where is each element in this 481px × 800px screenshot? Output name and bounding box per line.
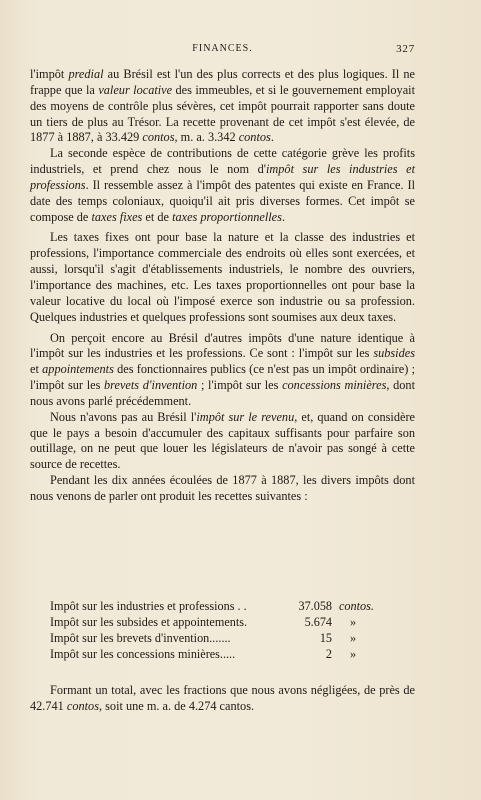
text-run: au Brésil est l'un des plus corrects et des plus logiques. Il ne frappe que la <box>30 67 416 97</box>
text-run: . <box>270 130 274 145</box>
table-row <box>50 647 390 663</box>
row-unit: » <box>350 614 357 629</box>
row-value: 2 <box>325 646 332 661</box>
italic-text: predial <box>68 67 104 81</box>
italic-text: impôt sur le revenu <box>196 409 295 424</box>
table-row <box>50 631 390 647</box>
italic-text: brevets d'invention <box>104 378 198 393</box>
italic-text: subsides <box>373 346 415 361</box>
row-label: Impôt sur les subsides et appointements. <box>50 614 248 629</box>
text-run: , m. a. 3.342 <box>174 130 239 145</box>
text-run: ; l'impôt sur les <box>197 378 283 393</box>
italic-text: valeur locative <box>98 82 173 97</box>
text-run: et <box>30 362 43 377</box>
row-unit: » <box>350 646 357 661</box>
italic-text: impôt sur les industries et professions <box>30 162 415 192</box>
text-run: Les taxes fixes ont pour base la nature et la classe des industries et professions, l'importance commerciale des endroits où elles sont exercées, et aussi, lorsqu'il s'agit d'établissements industriels, le nombre des ouvriers, l'importance des machines, etc. Les taxes proportionnelles ont pour base la valeur locative du local où l'imposé exerce son industrie ou sa profession. Quelques industries et quelques professions sont soumises aux deux taxes. <box>30 230 415 324</box>
page-number: 327 <box>396 43 415 55</box>
text-run: l'impôt <box>30 67 69 81</box>
row-value: 5.674 <box>304 614 332 629</box>
italic-text: appointements <box>42 362 114 377</box>
text-run: Pendant les dix années écoulées de 1877 à 1887, les divers impôts dont nous venons de parler ont produit les recettes suivantes : <box>30 473 415 503</box>
revenue-table <box>50 599 390 663</box>
table-row <box>50 615 390 631</box>
row-label: Impôt sur les brevets d'invention....... <box>50 630 231 645</box>
table-row <box>50 599 390 615</box>
text-run: et de <box>142 209 173 224</box>
row-value: 37.058 <box>298 599 332 613</box>
text-run: Formant un total, avec les fractions que nous avons négligées, de près de 42.741 <box>30 683 415 713</box>
row-unit: » <box>350 630 357 645</box>
paragraph <box>30 146 415 225</box>
text-run: des immeubles, et si le gouvernement employait des moyens de contrôle plus sévères, cet impôt pourrait rapporter sans doute un tiers de plus au Trésor. La recette provenant de cet impôt s'est élevée, de 1877 à 1887, à 33.429 <box>30 82 415 145</box>
paragraph <box>30 410 415 473</box>
row-unit: contos. <box>339 599 374 613</box>
text-run: , dont nous avons parlé précédemment. <box>30 378 415 408</box>
paragraph <box>30 67 415 146</box>
text-run: des fonctionnaires publics (ce n'est pas un impôt ordinaire) ; l'impôt sur les <box>30 362 416 393</box>
paragraph <box>30 230 415 325</box>
row-value: 15 <box>319 630 332 645</box>
text-run: Nous n'avons pas au Brésil l' <box>50 409 197 424</box>
italic-text: taxes proportionnelles <box>172 209 282 224</box>
italic-text: taxes fixes <box>91 209 143 224</box>
italic-text: concessions minières <box>282 378 387 393</box>
row-label: Impôt sur les concessions minières..... <box>50 646 236 661</box>
chapter-title: FINANCES. <box>192 43 253 54</box>
italic-text: contos <box>142 130 175 145</box>
closing-text <box>30 683 415 715</box>
italic-text: contos <box>66 698 99 713</box>
text-run: La seconde espèce de contributions de cette catégorie grève les profits industriels, et prend chez nous le nom d' <box>30 146 415 177</box>
italic-text: contos <box>238 130 271 145</box>
closing-paragraph <box>30 683 415 715</box>
text-run: , et, quand on considère que le pays a besoin d'accumuler des capitaux suffisants pour parfaire son outillage, on ne peut que louer les législateurs de n'avoir pas songé à cette source de recettes. <box>30 409 415 472</box>
paragraph <box>30 473 415 505</box>
body-text <box>30 67 415 505</box>
row-label: Impôt sur les industries et professions . . <box>50 599 247 613</box>
text-run: . <box>281 209 286 224</box>
running-header <box>30 43 415 57</box>
text-run: On perçoit encore au Brésil d'autres impôts d'une nature identique à l'impôt sur les industries et les professions. Ce sont : l'impôt sur les <box>30 330 415 361</box>
paragraph <box>30 331 415 410</box>
text-run: . Il ressemble assez à l'impôt des patentes qui existe en France. Il date des temps coloniaux, quoiqu'il ait pris diverses formes. Cet impôt se compose de <box>30 177 415 224</box>
text-run: , soit une m. a. de 4.274 cantos. <box>99 698 255 713</box>
